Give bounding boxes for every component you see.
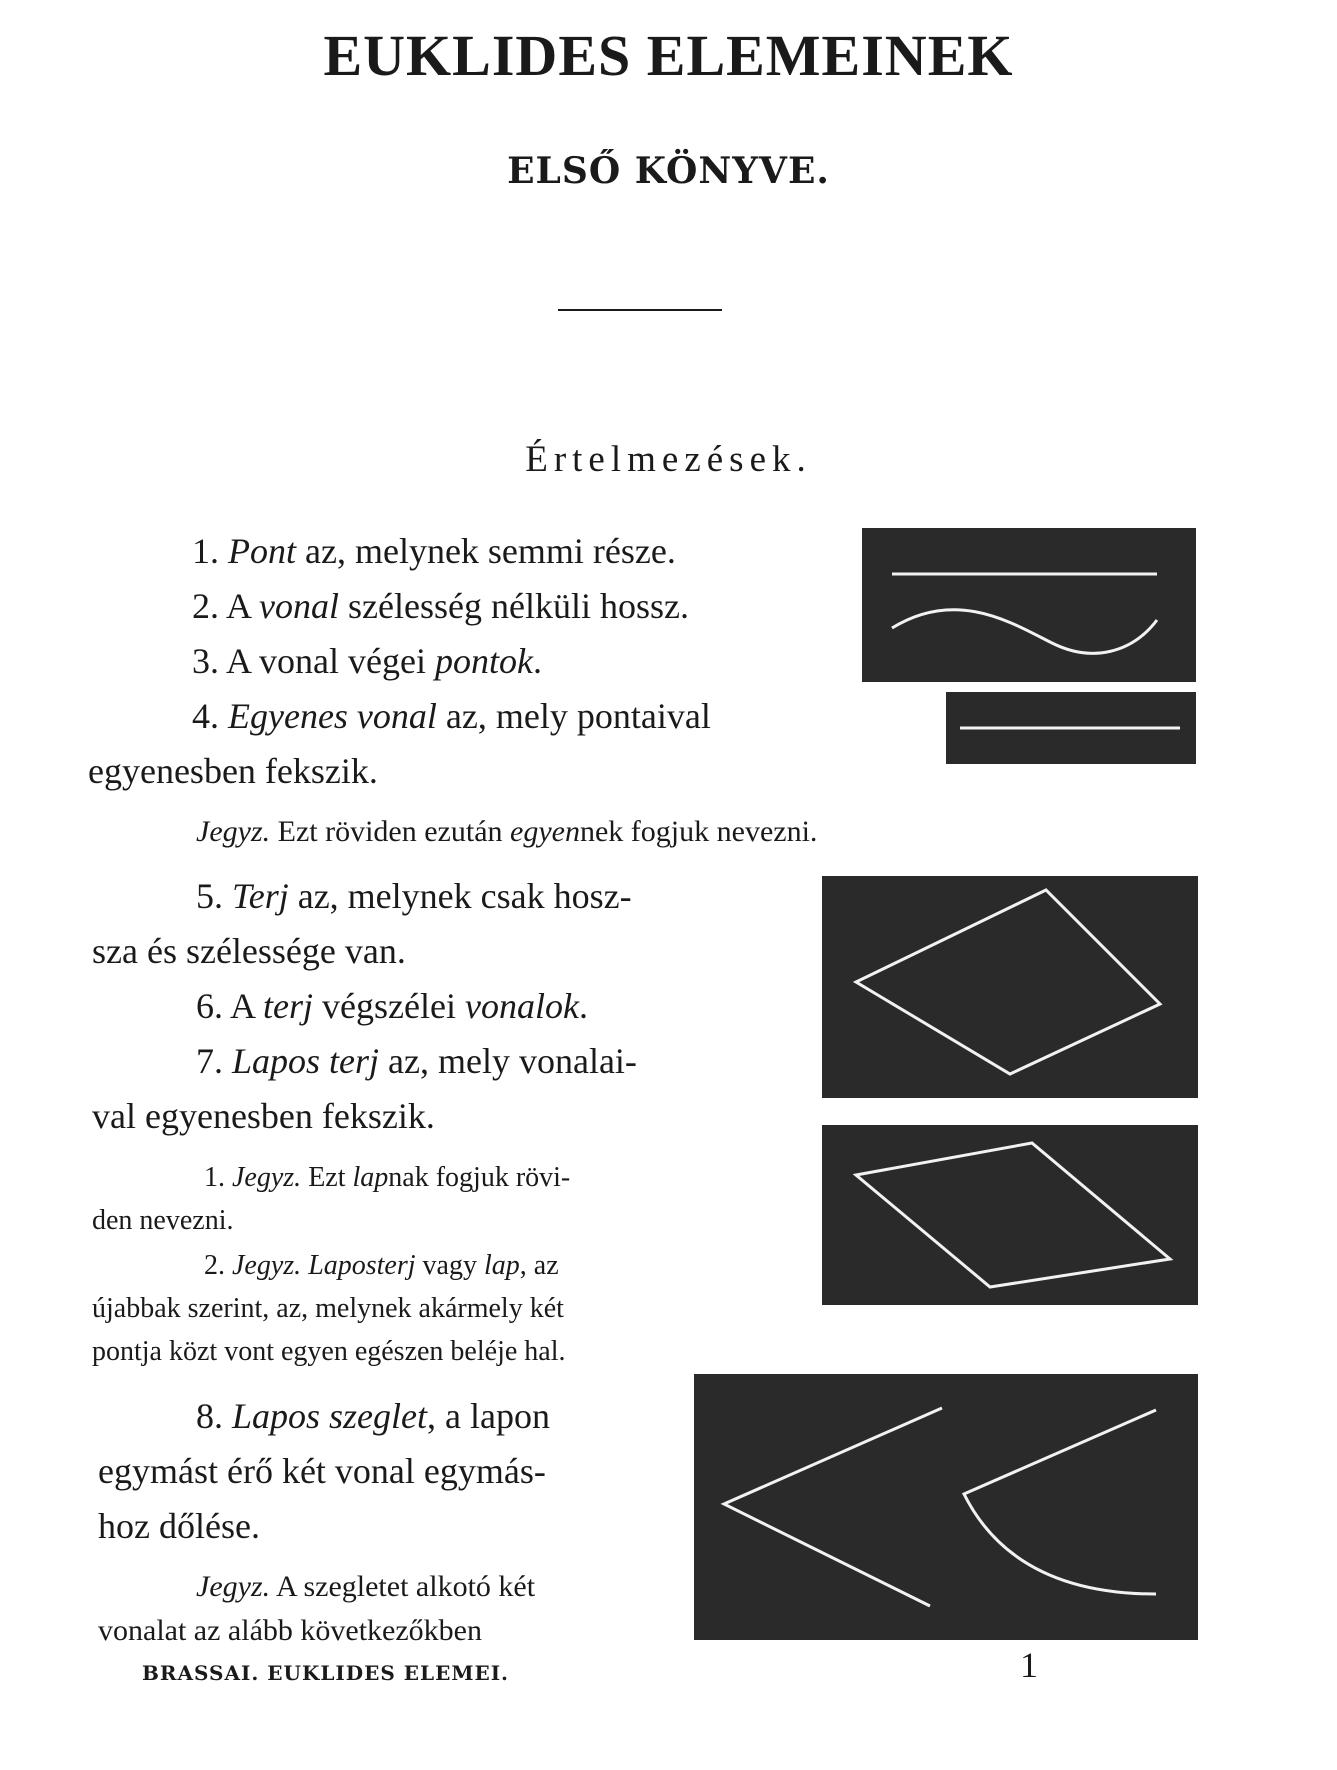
definition-term: vonal — [259, 586, 340, 626]
note-term: lap — [352, 1162, 389, 1193]
note-7b — [204, 1250, 559, 1282]
definition-number: 4. — [192, 696, 219, 736]
note-8 — [196, 1570, 535, 1604]
definition-text: az, mely pontaival — [436, 696, 711, 736]
note-label: Jegyz. — [232, 1250, 302, 1281]
note-number: 2. — [204, 1250, 225, 1281]
definition-5 — [196, 875, 632, 917]
section-heading: Értelmezések. — [525, 439, 812, 480]
note-label: Jegyz. — [196, 1570, 271, 1603]
figure-angles-drawing — [694, 1374, 1198, 1640]
definition-number: 5. — [196, 876, 223, 916]
note-7b-line2: újabbak szerint, az, melynek akármely két — [92, 1293, 564, 1324]
definition-2 — [192, 585, 689, 627]
definition-8-line2: egymást érő két vonal egymás- — [98, 1451, 546, 1491]
definition-text: A vonal végei — [219, 641, 435, 681]
definition-7-line2: val egyenesben fekszik. — [92, 1096, 435, 1136]
definition-text: az, mely vonalai- — [379, 1041, 637, 1081]
definition-term: Terj — [232, 876, 289, 916]
definition-text: végszélei — [313, 986, 465, 1026]
definition-8 — [196, 1395, 550, 1437]
definition-term: Pont — [228, 531, 296, 571]
note-7a — [204, 1162, 570, 1194]
definition-text: szélesség nélküli hossz. — [339, 586, 689, 626]
figure-surface — [822, 876, 1198, 1098]
note-8-line2: vonalat az alább következőkben — [98, 1614, 482, 1647]
quadrilateral-outline — [856, 890, 1160, 1074]
note-term: egyen — [510, 815, 580, 848]
definition-3 — [192, 640, 542, 682]
figure-straight-line — [946, 692, 1196, 764]
definition-number: 7. — [196, 1041, 223, 1081]
note-text: vagy — [415, 1250, 484, 1281]
definition-text: . — [532, 641, 542, 681]
definition-1 — [192, 530, 676, 572]
parallelogram-outline — [856, 1143, 1170, 1287]
definition-text: az, melynek semmi része. — [296, 531, 676, 571]
definition-term: pontok — [434, 641, 533, 681]
note-text: nek fogjuk nevezni. — [579, 815, 818, 848]
definition-number: 2. — [192, 586, 219, 626]
note-label: Jegyz. — [232, 1162, 302, 1193]
definition-term: terj — [263, 986, 314, 1026]
definition-term: Egyenes vonal — [228, 696, 437, 736]
definition-number: 1. — [192, 531, 219, 571]
figure-plane — [822, 1125, 1198, 1305]
figure-plane-drawing — [822, 1125, 1198, 1305]
figure-surface-drawing — [822, 876, 1198, 1098]
definition-text: az, melynek csak hosz- — [288, 876, 632, 916]
note-term: Laposterj — [308, 1250, 416, 1281]
header-rule — [558, 309, 722, 311]
note-text: nak fogjuk rövi- — [388, 1162, 571, 1193]
rectilinear-angle — [724, 1408, 942, 1606]
note-7a-line2: den nevezni. — [92, 1205, 234, 1236]
note-4 — [196, 815, 817, 849]
definition-term: Lapos terj — [232, 1041, 380, 1081]
note-text: A szegletet alkotó két — [270, 1570, 536, 1603]
footer-running-title: BRASSAI. EUKLIDES ELEMEI. — [142, 1661, 510, 1685]
curved-line — [892, 610, 1157, 654]
definition-number: 8. — [196, 1396, 223, 1436]
definition-text: A — [223, 986, 264, 1026]
definition-4 — [192, 695, 711, 737]
figure-lines — [862, 528, 1196, 682]
book-subtitle: ELSŐ KÖNYVE. — [507, 150, 830, 192]
note-term: lap — [483, 1250, 520, 1281]
definition-4-line2: egyenesben fekszik. — [88, 751, 378, 791]
definition-7 — [196, 1040, 637, 1082]
note-label: Jegyz. — [196, 815, 271, 848]
figure-angles — [694, 1374, 1198, 1640]
definition-text: . — [578, 986, 588, 1026]
note-7b-line3: pontja közt vont egyen egészen beléje hal. — [92, 1336, 566, 1367]
definition-term: vonalok — [464, 986, 579, 1026]
definition-number: 3. — [192, 641, 219, 681]
mixed-angle — [964, 1410, 1156, 1594]
page-number: 1 — [1020, 1645, 1038, 1685]
figure-lines-drawing — [862, 528, 1196, 682]
definition-number: 6. — [196, 986, 223, 1026]
definition-8-line3: hoz dőlése. — [98, 1506, 260, 1546]
note-text: Ezt — [301, 1162, 353, 1193]
definition-term: Lapos szeglet — [232, 1396, 428, 1436]
note-number: 1. — [204, 1162, 225, 1193]
note-text: , az — [519, 1250, 559, 1281]
figure-straight-line-drawing — [946, 692, 1196, 764]
definition-text: , a lapon — [427, 1396, 550, 1436]
definition-5-line2: sza és szélessége van. — [92, 931, 406, 971]
note-text: Ezt röviden ezután — [270, 815, 511, 848]
definition-6 — [196, 985, 588, 1027]
definition-text: A — [219, 586, 260, 626]
book-title: EUKLIDES ELEMEINEK — [323, 23, 1014, 88]
